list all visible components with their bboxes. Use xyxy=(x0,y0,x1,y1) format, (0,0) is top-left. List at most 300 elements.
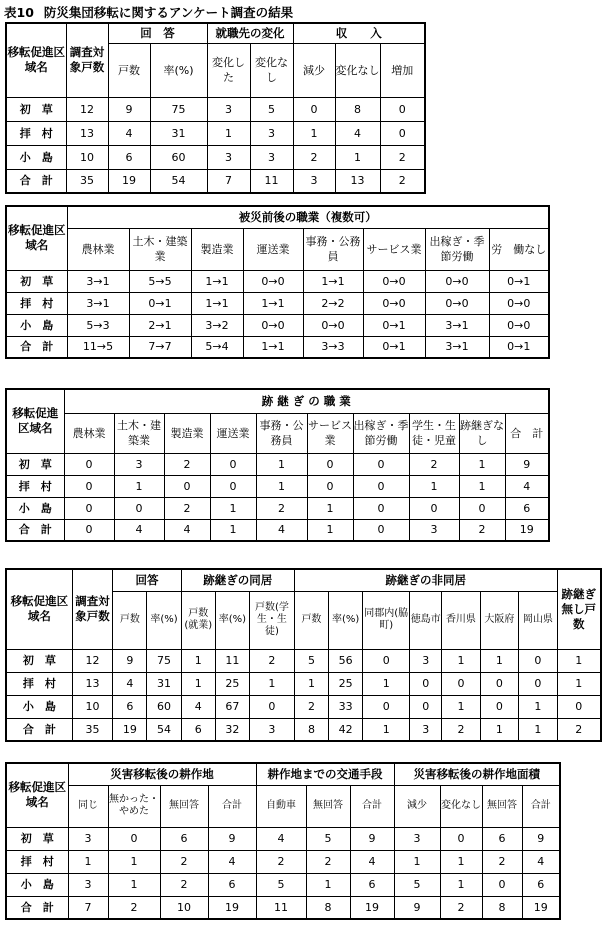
column-header: 合 計 xyxy=(505,413,549,453)
table-cell: 11 xyxy=(256,896,306,919)
column-header: 合計 xyxy=(350,785,394,827)
table-cell: 1 xyxy=(480,718,518,741)
table-cell: 11→5 xyxy=(67,336,129,358)
table-cell: 1 xyxy=(307,519,353,541)
table-cell: 6 xyxy=(181,718,215,741)
column-header: 香川県 xyxy=(442,591,480,649)
table-cell: 3 xyxy=(68,827,108,850)
table-cell: 0→0 xyxy=(425,270,489,292)
table-cell: 0 xyxy=(410,695,442,718)
table-cell: 8 xyxy=(482,896,522,919)
column-header: 跡継ぎなし xyxy=(459,413,505,453)
table-row xyxy=(6,672,601,695)
table-cell: 10 xyxy=(160,896,208,919)
table-cell: 6 xyxy=(108,145,150,169)
table-cell: 2 xyxy=(306,850,350,873)
farmland-table xyxy=(5,762,561,920)
header-survey-households: 調査対象戸数 xyxy=(66,23,108,97)
header-answer: 回答 xyxy=(113,569,181,591)
table-cell: 2 xyxy=(108,896,160,919)
table-cell: 7→7 xyxy=(129,336,191,358)
column-header: 岡山県 xyxy=(519,591,557,649)
table-cell: 4 xyxy=(335,121,380,145)
table-cell: 0 xyxy=(64,453,114,475)
table-cell: 0 xyxy=(307,453,353,475)
row-area-label: 初 草 xyxy=(6,270,67,292)
table-cell: 1 xyxy=(519,695,557,718)
table-cell: 19 xyxy=(505,519,549,541)
table-row xyxy=(6,97,425,121)
column-header: 製造業 xyxy=(191,228,243,270)
table-cell: 0 xyxy=(164,475,210,497)
header-area: 移転促進区域名 xyxy=(6,206,67,270)
header-unchanged: 変化なし xyxy=(250,43,293,97)
table-caption xyxy=(4,3,293,21)
table-cell: 2 xyxy=(380,169,425,193)
table-row xyxy=(6,649,601,672)
table-cell: 0→0 xyxy=(489,314,549,336)
table-cell: 0 xyxy=(210,453,256,475)
header-answer: 回 答 xyxy=(108,23,207,43)
table-cell: 2 xyxy=(440,896,482,919)
table-row xyxy=(6,169,425,193)
table-cell: 5 xyxy=(256,873,306,896)
table-cell: 4 xyxy=(522,850,560,873)
table-cell: 5→5 xyxy=(129,270,191,292)
column-header: 事務・公務員 xyxy=(303,228,363,270)
table-cell: 4 xyxy=(108,121,150,145)
table-cell: 9 xyxy=(522,827,560,850)
table-cell: 12 xyxy=(72,649,113,672)
table-cell: 3 xyxy=(250,121,293,145)
table-cell: 0 xyxy=(249,695,294,718)
row-area-label: 拝 村 xyxy=(6,850,68,873)
table-cell: 4 xyxy=(256,519,307,541)
header-successor-job: 跡 継 ぎ の 職 業 xyxy=(64,389,549,413)
table-cell: 33 xyxy=(329,695,363,718)
header-successor-not-living: 跡継ぎの非同居 xyxy=(294,569,557,591)
table-cell: 0→0 xyxy=(243,314,303,336)
column-header: 大阪府 xyxy=(480,591,518,649)
row-area-label: 小 島 xyxy=(6,873,68,896)
header-income-unchanged: 変化なし xyxy=(335,43,380,97)
table-cell: 2 xyxy=(442,718,480,741)
table-cell: 0 xyxy=(442,672,480,695)
column-header: 出稼ぎ・季節労働 xyxy=(425,228,489,270)
table-cell: 3→1 xyxy=(67,292,129,314)
table-cell: 1 xyxy=(440,873,482,896)
table-cell: 2 xyxy=(164,497,210,519)
table-cell: 9 xyxy=(113,649,147,672)
table-cell: 3→1 xyxy=(67,270,129,292)
column-header: 変化なし xyxy=(440,785,482,827)
table-cell: 11 xyxy=(250,169,293,193)
table-cell: 0 xyxy=(519,672,557,695)
row-area-label: 拝 村 xyxy=(6,475,64,497)
table-cell: 6 xyxy=(505,497,549,519)
table-cell: 7 xyxy=(207,169,250,193)
header-area: 移転促進区域名 xyxy=(6,569,72,649)
row-area-label: 合 計 xyxy=(6,519,64,541)
table-cell: 9 xyxy=(394,896,440,919)
table-cell: 11 xyxy=(215,649,249,672)
header-area: 移転促進区域名 xyxy=(6,389,64,453)
column-header: 農林業 xyxy=(67,228,129,270)
table-cell: 4 xyxy=(505,475,549,497)
table-cell: 1 xyxy=(363,718,410,741)
table-cell: 12 xyxy=(66,97,108,121)
table-cell: 4 xyxy=(114,519,164,541)
table-cell: 1 xyxy=(108,873,160,896)
table-cell: 2 xyxy=(256,850,306,873)
table-cell: 0 xyxy=(380,121,425,145)
table-cell: 5 xyxy=(394,873,440,896)
table-cell: 1 xyxy=(394,850,440,873)
column-header: 同郡内(脇町) xyxy=(363,591,410,649)
row-area-label: 小 島 xyxy=(6,314,67,336)
table-row xyxy=(6,336,549,358)
table-cell: 3→2 xyxy=(191,314,243,336)
table-cell: 9 xyxy=(108,97,150,121)
table-cell: 0 xyxy=(440,827,482,850)
column-header: サービス業 xyxy=(307,413,353,453)
table-cell: 1 xyxy=(306,873,350,896)
table-row xyxy=(6,145,425,169)
table-cell: 3 xyxy=(409,519,459,541)
table-cell: 3→1 xyxy=(425,314,489,336)
table-cell: 54 xyxy=(150,169,207,193)
table-row xyxy=(6,314,549,336)
table-cell: 7 xyxy=(68,896,108,919)
header-job-change: 就職先の変化 xyxy=(207,23,293,43)
column-header: 合計 xyxy=(522,785,560,827)
header-successor-living: 跡継ぎの同居 xyxy=(181,569,294,591)
table-cell: 1 xyxy=(480,649,518,672)
table-cell: 0→1 xyxy=(363,336,425,358)
row-area-label: 合 計 xyxy=(6,169,66,193)
column-header: 合計 xyxy=(208,785,256,827)
column-header: 無回答 xyxy=(482,785,522,827)
table-cell: 35 xyxy=(66,169,108,193)
table-cell: 4 xyxy=(181,695,215,718)
table-cell: 42 xyxy=(329,718,363,741)
table-cell: 9 xyxy=(350,827,394,850)
table-cell: 2 xyxy=(256,497,307,519)
table-cell: 3 xyxy=(207,97,250,121)
table-row xyxy=(6,497,549,519)
table-cell: 1 xyxy=(68,850,108,873)
table-cell: 0 xyxy=(64,519,114,541)
row-area-label: 拝 村 xyxy=(6,292,67,314)
table-cell: 3 xyxy=(410,718,442,741)
table-cell: 6 xyxy=(160,827,208,850)
column-header: 自動車 xyxy=(256,785,306,827)
table-row xyxy=(6,453,549,475)
table-row xyxy=(6,896,560,919)
column-header: 運送業 xyxy=(210,413,256,453)
table-cell: 9 xyxy=(208,827,256,850)
table-cell: 3→1 xyxy=(425,336,489,358)
row-area-label: 合 計 xyxy=(6,718,72,741)
table-cell: 6 xyxy=(350,873,394,896)
successor-cohabitation-table xyxy=(5,568,602,742)
table-cell: 1→1 xyxy=(243,336,303,358)
table-cell: 8 xyxy=(335,97,380,121)
column-header: 無かった・やめた xyxy=(108,785,160,827)
table-row xyxy=(6,292,549,314)
column-header: 土木・建築業 xyxy=(114,413,164,453)
table-cell: 0 xyxy=(480,672,518,695)
table-row xyxy=(6,718,601,741)
table-cell: 1 xyxy=(114,475,164,497)
table-cell: 75 xyxy=(147,649,181,672)
table-cell: 0 xyxy=(64,475,114,497)
table-cell: 6 xyxy=(522,873,560,896)
table-cell: 0 xyxy=(64,497,114,519)
table-cell: 1 xyxy=(442,695,480,718)
table-cell: 31 xyxy=(150,121,207,145)
table-row xyxy=(6,270,549,292)
table-cell: 19 xyxy=(113,718,147,741)
column-header: 学生・生徒・児童 xyxy=(409,413,459,453)
table-cell: 2 xyxy=(293,145,335,169)
column-header: 製造業 xyxy=(164,413,210,453)
table-cell: 0 xyxy=(482,873,522,896)
column-header: 率(%) xyxy=(147,591,181,649)
table-cell: 5 xyxy=(306,827,350,850)
table-cell: 2 xyxy=(380,145,425,169)
row-area-label: 小 島 xyxy=(6,145,66,169)
table-cell: 0→1 xyxy=(363,314,425,336)
table-row xyxy=(6,519,549,541)
header-decrease: 減少 xyxy=(293,43,335,97)
table-cell: 1 xyxy=(335,145,380,169)
column-header: 土木・建築業 xyxy=(129,228,191,270)
table-cell: 0 xyxy=(210,475,256,497)
header-income: 収 入 xyxy=(293,23,425,43)
row-area-label: 初 草 xyxy=(6,97,66,121)
table-cell: 4 xyxy=(113,672,147,695)
table-cell: 13 xyxy=(335,169,380,193)
table-cell: 1 xyxy=(256,453,307,475)
column-header: 戸数 xyxy=(294,591,328,649)
table-cell: 56 xyxy=(329,649,363,672)
table-row xyxy=(6,850,560,873)
table-cell: 31 xyxy=(147,672,181,695)
table-cell: 3 xyxy=(250,145,293,169)
table-cell: 19 xyxy=(108,169,150,193)
table-cell: 0→0 xyxy=(303,314,363,336)
table-row xyxy=(6,475,549,497)
table-cell: 1 xyxy=(210,519,256,541)
row-area-label: 初 草 xyxy=(6,649,72,672)
table-cell: 1 xyxy=(293,121,335,145)
table-cell: 0→0 xyxy=(489,292,549,314)
table-cell: 5→3 xyxy=(67,314,129,336)
row-area-label: 合 計 xyxy=(6,896,68,919)
table-cell: 0→0 xyxy=(363,292,425,314)
table-cell: 0 xyxy=(363,695,410,718)
table-cell: 3 xyxy=(68,873,108,896)
table-cell: 0 xyxy=(459,497,505,519)
column-header: 戸数(就業) xyxy=(181,591,215,649)
table-cell: 1 xyxy=(459,453,505,475)
table-cell: 3 xyxy=(394,827,440,850)
table-cell: 1 xyxy=(181,672,215,695)
table-cell: 2→1 xyxy=(129,314,191,336)
column-header: サービス業 xyxy=(363,228,425,270)
row-area-label: 小 島 xyxy=(6,695,72,718)
survey-response-table xyxy=(5,22,426,194)
table-cell: 1 xyxy=(210,497,256,519)
row-area-label: 初 草 xyxy=(6,827,68,850)
row-area-label: 拝 村 xyxy=(6,672,72,695)
table-cell: 0 xyxy=(480,695,518,718)
table-cell: 3 xyxy=(410,649,442,672)
table-row xyxy=(6,827,560,850)
table-cell: 2 xyxy=(459,519,505,541)
table-cell: 0 xyxy=(363,649,410,672)
column-header: 無回答 xyxy=(160,785,208,827)
table-row xyxy=(6,121,425,145)
table-cell: 8 xyxy=(306,896,350,919)
table-cell: 0→1 xyxy=(489,336,549,358)
table-cell: 1 xyxy=(557,672,601,695)
caption-number: 表10 xyxy=(4,5,34,20)
table-cell: 54 xyxy=(147,718,181,741)
table-cell: 1 xyxy=(440,850,482,873)
table-cell: 5 xyxy=(250,97,293,121)
table-cell: 0 xyxy=(307,475,353,497)
table-cell: 13 xyxy=(72,672,113,695)
column-header: 出稼ぎ・季節労働 xyxy=(353,413,409,453)
table-cell: 0 xyxy=(293,97,335,121)
header-area: 移転促進区域名 xyxy=(6,763,68,827)
table-cell: 1 xyxy=(249,672,294,695)
table-cell: 4 xyxy=(164,519,210,541)
occupation-change-table xyxy=(5,205,550,359)
column-header: 戸数(学生・生徒) xyxy=(249,591,294,649)
column-header: 事務・公務員 xyxy=(256,413,307,453)
table-cell: 0 xyxy=(353,453,409,475)
table-row xyxy=(6,873,560,896)
table-cell: 0 xyxy=(410,672,442,695)
row-area-label: 小 島 xyxy=(6,497,64,519)
table-cell: 25 xyxy=(329,672,363,695)
table-cell: 19 xyxy=(522,896,560,919)
table-cell: 6 xyxy=(113,695,147,718)
table-cell: 10 xyxy=(66,145,108,169)
table-cell: 0 xyxy=(108,827,160,850)
table-cell: 4 xyxy=(256,827,306,850)
table-cell: 67 xyxy=(215,695,249,718)
table-cell: 1→1 xyxy=(191,292,243,314)
column-header: 率(%) xyxy=(329,591,363,649)
column-header: 運送業 xyxy=(243,228,303,270)
table-cell: 60 xyxy=(150,145,207,169)
header-transport: 耕作地までの交通手段 xyxy=(256,763,394,785)
column-header: 無回答 xyxy=(306,785,350,827)
header-changed: 変化した xyxy=(207,43,250,97)
header-farmland-area: 災害移転後の耕作地面積 xyxy=(394,763,560,785)
table-cell: 2→2 xyxy=(303,292,363,314)
table-cell: 0 xyxy=(380,97,425,121)
table-cell: 9 xyxy=(505,453,549,475)
table-cell: 0 xyxy=(353,475,409,497)
table-cell: 1 xyxy=(442,649,480,672)
table-cell: 0→0 xyxy=(243,270,303,292)
table-cell: 4 xyxy=(350,850,394,873)
table-cell: 0 xyxy=(519,649,557,672)
table-cell: 0→1 xyxy=(129,292,191,314)
table-cell: 1 xyxy=(108,850,160,873)
table-cell: 3→3 xyxy=(303,336,363,358)
column-header: 率(%) xyxy=(215,591,249,649)
table-cell: 2 xyxy=(294,695,328,718)
table-cell: 0 xyxy=(353,519,409,541)
table-cell: 0 xyxy=(409,497,459,519)
table-cell: 35 xyxy=(72,718,113,741)
table-cell: 2 xyxy=(409,453,459,475)
header-rate: 率(%) xyxy=(150,43,207,97)
table-cell: 1 xyxy=(519,718,557,741)
row-area-label: 拝 村 xyxy=(6,121,66,145)
table-cell: 32 xyxy=(215,718,249,741)
table-cell: 6 xyxy=(482,827,522,850)
table-cell: 1 xyxy=(307,497,353,519)
table-cell: 2 xyxy=(160,873,208,896)
table-cell: 4 xyxy=(208,850,256,873)
table-cell: 5 xyxy=(294,649,328,672)
table-cell: 5→4 xyxy=(191,336,243,358)
column-header: 労 働なし xyxy=(489,228,549,270)
table-cell: 8 xyxy=(294,718,328,741)
table-cell: 0 xyxy=(114,497,164,519)
row-area-label: 合 計 xyxy=(6,336,67,358)
table-cell: 1 xyxy=(409,475,459,497)
table-cell: 60 xyxy=(147,695,181,718)
column-header: 徳島市 xyxy=(410,591,442,649)
table-cell: 0→0 xyxy=(363,270,425,292)
header-area: 移転促進区域名 xyxy=(6,23,66,97)
table-cell: 1→1 xyxy=(303,270,363,292)
header-farmland-after: 災害移転後の耕作地 xyxy=(68,763,256,785)
header-occupation: 被災前後の職業（複数可） xyxy=(67,206,549,228)
table-cell: 0→0 xyxy=(425,292,489,314)
column-header: 減少 xyxy=(394,785,440,827)
table-cell: 3 xyxy=(207,145,250,169)
table-cell: 19 xyxy=(208,896,256,919)
table-cell: 19 xyxy=(350,896,394,919)
table-cell: 10 xyxy=(72,695,113,718)
table-cell: 1 xyxy=(256,475,307,497)
table-cell: 0 xyxy=(557,695,601,718)
header-households: 戸数 xyxy=(108,43,150,97)
table-cell: 2 xyxy=(249,649,294,672)
caption-text: 防災集団移転に関するアンケート調査の結果 xyxy=(43,5,294,20)
table-cell: 6 xyxy=(208,873,256,896)
table-cell: 0 xyxy=(353,497,409,519)
header-increase: 増加 xyxy=(380,43,425,97)
table-cell: 2 xyxy=(160,850,208,873)
table-cell: 3 xyxy=(114,453,164,475)
table-cell: 1 xyxy=(363,672,410,695)
table-cell: 0→1 xyxy=(489,270,549,292)
row-area-label: 初 草 xyxy=(6,453,64,475)
table-cell: 1 xyxy=(557,649,601,672)
table-cell: 13 xyxy=(66,121,108,145)
table-cell: 2 xyxy=(557,718,601,741)
